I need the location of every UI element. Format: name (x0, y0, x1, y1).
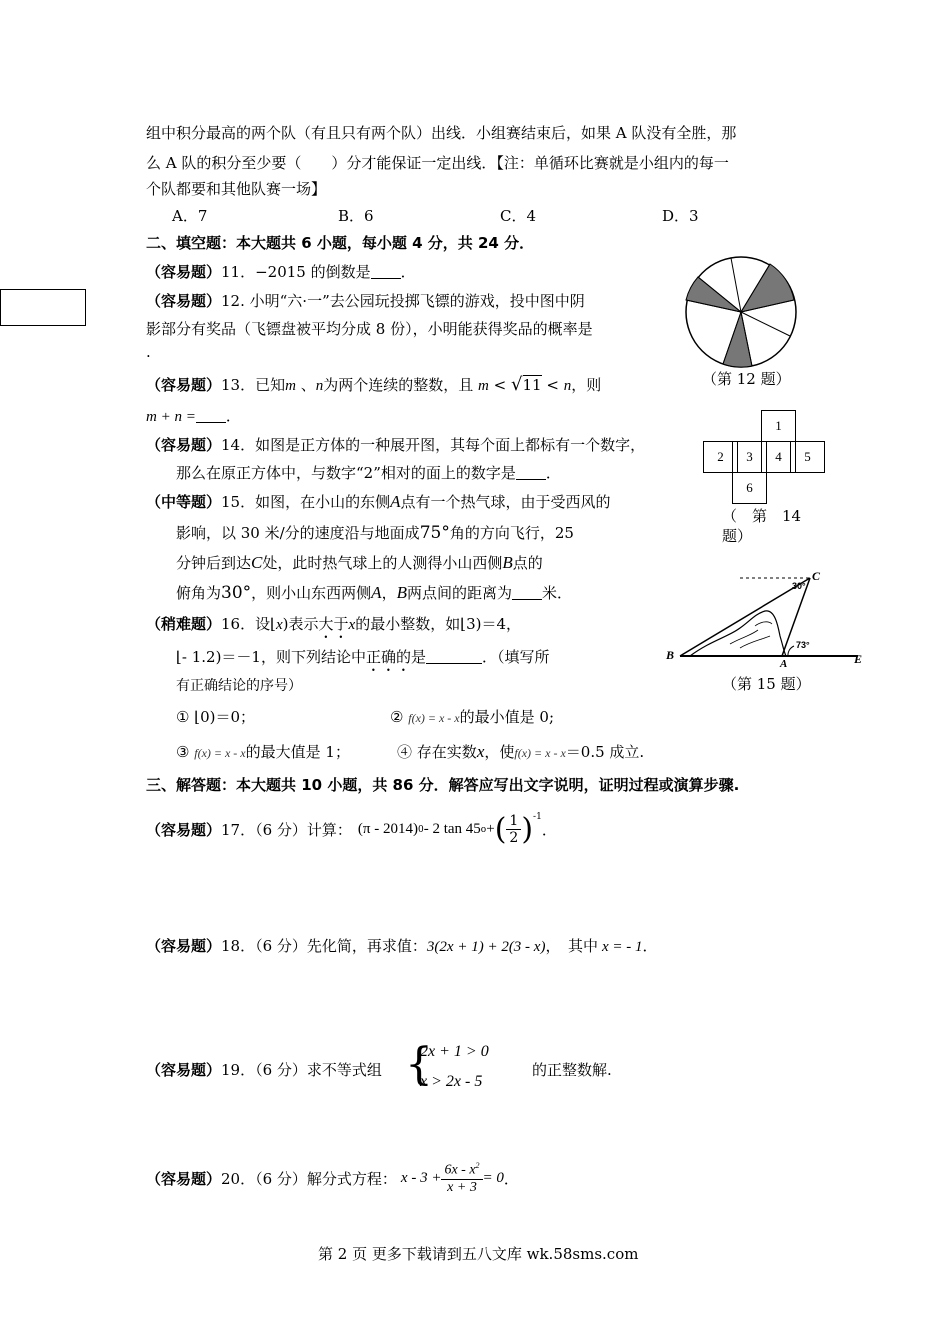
q19-ineq1: 2x + 1 > 0 (420, 1043, 489, 1060)
q17-num: 1 (506, 813, 521, 830)
q16-opt4-no: ④ (397, 743, 413, 761)
q16-opt4-a: 存在实数 (416, 743, 477, 761)
q10-option-c: C．4 (500, 207, 537, 225)
side-box (0, 289, 86, 326)
q16-opt3-end: 的最大值是 1； (245, 743, 350, 761)
q16-x1: x (348, 617, 356, 633)
q15-line1 (146, 491, 611, 512)
q20-num-exp: 2 (475, 1161, 480, 1170)
q19-left (146, 1059, 382, 1080)
q16-dotted2: 正确的 (365, 648, 411, 666)
q15-text3a: 分钟后到达 (176, 554, 252, 572)
q15-text1a: 15．如图，在小山的东侧 (221, 493, 391, 511)
q13-sep: 、 (300, 376, 316, 394)
cube-cell-1: 1 (761, 410, 796, 442)
q16-text1a: 16．设 (221, 615, 271, 633)
cube-cell-6: 6 (732, 472, 767, 504)
q18-end: ． (642, 937, 658, 955)
q15-blank (512, 585, 542, 600)
q16-level: （稍难题） (146, 615, 222, 633)
q17-expr-b: - 2 tan 45 (423, 821, 481, 837)
q13-blank (196, 408, 226, 423)
q16-opt2 (390, 706, 554, 727)
q13-line2 (146, 405, 241, 426)
q13-m: m (285, 378, 296, 394)
q15-angle1: 75° (419, 523, 450, 543)
q19-brace: { (405, 1039, 433, 1090)
fig-angle-73: 73° (796, 640, 810, 650)
q20-frac (441, 1161, 482, 1196)
q15-text1b: 点有一个热气球，由于受西风的 (400, 493, 611, 511)
fig-label-C: C (812, 569, 821, 583)
q16-text2c: ．（填写所 (482, 648, 550, 666)
q16-opt4-end: ＝0.5 成立. (565, 743, 645, 761)
q19-end: 的正整数解. (532, 1061, 612, 1079)
q14-blank (516, 465, 546, 480)
cube-cell-5: 5 (790, 441, 825, 473)
q17-exp-neg: -1 (533, 812, 542, 822)
q14-level: （容易题） (146, 436, 222, 454)
q19-text: 19．（6 分）求不等式组 (221, 1061, 382, 1079)
balloon-figure (660, 566, 863, 670)
q14-text1: 14．如图是正方体的一种展开图，其每个面上都标有一个数字， (221, 436, 646, 454)
q15-caption: （第 15 题） (722, 675, 811, 693)
q15-B2: B (396, 583, 407, 602)
q16-text2b: 是 (410, 648, 426, 666)
q15-text4e: 米． (541, 584, 572, 602)
q10-line2: 么 A 队的积分至少要（ ）分才能保证一定出线．【注：单循环比赛就是小组内的每一 (146, 154, 729, 172)
q10-option-b: B．6 (338, 207, 374, 225)
section2-title: 二、填空题：本大题共 6 小题，每小题 4 分，共 24 分． (146, 234, 535, 252)
q16-opt2-no: ② (390, 708, 404, 726)
q16-text1c: 的最小整数，如 (355, 615, 461, 633)
q20-den: x + 3 (447, 1179, 477, 1195)
cube-cell-2: 2 (703, 441, 738, 473)
q16-text2a: ＝－1，则下列结论中 (221, 648, 366, 666)
section3-title: 三、解答题：本大题共 10 小题，共 86 分．解答应写出文字说明，证明过程或演算步骤. (146, 776, 740, 794)
q15-text4c: ， (381, 584, 397, 602)
q16-line1: （稍难题）16．设⌊x)表示大于x的最小整数，如⌊3)＝4， (146, 615, 522, 633)
q15-text4a: 俯角为 (176, 584, 222, 602)
q12-line1 (146, 290, 585, 311)
q16-blank (426, 649, 482, 664)
q13-lt2: < (546, 376, 559, 394)
q16-opt4-b: ，使 (484, 743, 515, 761)
q10-line3: 个队都要和其他队赛一场】 (146, 180, 327, 198)
q12-level: （容易题） (146, 292, 222, 310)
cube-cell-4: 4 (761, 441, 796, 473)
q16-text1b: 表示 (288, 615, 319, 633)
q13-n: n (315, 378, 324, 394)
q13-sqrt-arg: 11 (522, 376, 542, 394)
q10-option-a: A．7 (172, 207, 208, 225)
q16-opt2-expr: f(x) = x - x (408, 711, 460, 725)
q16-text1d: ＝4， (481, 615, 522, 633)
q16-opt4-expr: f(x) = x - x (514, 746, 566, 760)
q15-text4b: ，则小山东西两侧 (251, 584, 372, 602)
q17-expr-a: (π - 2014) (357, 821, 418, 837)
q16-opt1-no: ① (176, 708, 190, 726)
q12-text1: 12. 小明“六·一”去公园玩投掷飞镖的游戏，投中图中阴 (221, 292, 585, 310)
q13-text-a: 13．已知 (221, 376, 286, 394)
q16-ex2: - 1.2 (181, 648, 216, 666)
q17-level: （容易题） (146, 821, 222, 839)
page-footer: 第 2 页 更多下载请到五八文库 wk.58sms.com (318, 1245, 639, 1263)
q13-text-c: ，则 (571, 376, 602, 394)
q20-num: 6x - x (444, 1162, 476, 1178)
q15-line2 (176, 522, 574, 543)
q13-line1: （容易题）13．已知m 、n为两个连续的整数，且 m < √11 < n，则 (146, 374, 602, 395)
q14-caption-a: （ 第 14 (722, 507, 802, 525)
q13-ineq-m: m (478, 378, 489, 394)
q13-lt1: < (493, 376, 507, 394)
q15-text2b: 角的方向飞行，25 (449, 524, 574, 542)
q14-caption-b: 题） (722, 527, 753, 545)
q14-end: ． (545, 464, 561, 482)
q16-opt1-end: ＝0； (215, 708, 256, 726)
q18-expr: 3(2x + 1) + 2(3 - x) (426, 939, 546, 955)
q11-text: 11．−2015 的倒数是 (221, 263, 371, 281)
q16-ex1: 3 (466, 615, 476, 633)
q17-text: 17．（6 分）计算： (221, 821, 352, 839)
q10-option-d: D．3 (662, 207, 699, 225)
q17-deg: o (480, 824, 487, 835)
q13-ineq-n: n (563, 378, 572, 394)
q18-cond: x = - 1 (601, 939, 643, 955)
q19-level: （容易题） (146, 1061, 222, 1079)
q15-text4d: 两点间的距离为 (406, 584, 512, 602)
q16-opt3-no: ③ (176, 743, 190, 761)
q16-opt4-x: x (476, 742, 485, 761)
q15-line4 (176, 582, 572, 603)
cube-cell-3: 3 (732, 441, 767, 473)
q13-level: （容易题） (146, 376, 222, 394)
q15-text3c: 点的 (512, 554, 543, 572)
q18-mid: ， 其中 (545, 937, 598, 955)
q16-line3: 有正确结论的序号） (176, 678, 302, 694)
q14-text2: 那么在原正方体中，与数字“2”相对的面上的数字是 (176, 464, 516, 482)
q15-A2: A (371, 583, 382, 602)
fig-label-E: E (854, 652, 863, 666)
q15-line3 (176, 552, 543, 573)
q17-expr-c: + (486, 821, 495, 837)
q17-exp0: 0 (417, 824, 424, 835)
q16-opt1: ① ⌊0)＝0； (176, 708, 256, 726)
q18-text: 18．（6 分）先化简，再求值： (221, 937, 427, 955)
q16-opt1-expr: 0 (200, 708, 210, 726)
q15-B: B (502, 553, 513, 572)
q20-expr-b: = 0 (482, 1169, 504, 1186)
q16-opt4 (397, 741, 644, 762)
q16-opt3-expr: f(x) = x - x (194, 746, 246, 760)
q15-text2a: 影响，以 30 米/分的速度沿与地面成 (176, 524, 420, 542)
q15-text3b: 处，此时热气球上的人测得小山西侧 (262, 554, 503, 572)
q16-dotted: 大于 (318, 615, 349, 633)
q16-opt3 (176, 741, 350, 762)
q14-line1 (146, 434, 645, 455)
q17: （容易题） 17．（6 分）计算： (π - 2014) 0 - 2 tan 45 o + ( $\frac{1}{2}$ ) $^{-1}$ ． (146, 812, 557, 847)
q17-frac (506, 813, 521, 846)
fig-angle-30: 30° (792, 581, 806, 591)
q20-level: （容易题） (146, 1169, 222, 1188)
dartboard-figure (683, 254, 799, 370)
q20-end: ． (503, 1169, 519, 1188)
q11-level: （容易题） (146, 263, 222, 281)
q11 (146, 261, 416, 282)
q20 (146, 1161, 519, 1196)
q17-den: 2 (509, 830, 519, 846)
q13-expr: m + n = (146, 409, 196, 425)
q17-end: ． (541, 821, 557, 839)
q15-A: A (390, 492, 401, 511)
q19-ineq2: x > 2x - 5 (420, 1073, 483, 1090)
q11-end: ． (400, 263, 416, 281)
q18-level: （容易题） (146, 937, 222, 955)
q20-expr-a: x - 3 + (400, 1169, 442, 1186)
fig-label-B: B (666, 648, 675, 662)
q13-end: ． (225, 407, 241, 425)
q15-level: （中等题） (146, 493, 222, 511)
fig-label-A: A (780, 658, 788, 670)
q15-angle2: 30° (221, 583, 252, 603)
q14-line2 (176, 462, 561, 483)
q16-line2: ⌊- 1.2)＝－1，则下列结论中正确的是 ．（填写所 (176, 648, 550, 666)
q20-text: 20．（6 分）解分式方程： (221, 1169, 397, 1188)
q10-line1: 组中积分最高的两个队（有且只有两个队）出线．小组赛结束后，如果 A 队没有全胜，那 (146, 124, 737, 142)
q12-caption: （第 12 题） (702, 370, 791, 388)
q16-opt2-end: 的最小值是 0; (459, 708, 555, 726)
q11-blank (371, 264, 401, 279)
q12-line3: . (146, 343, 151, 361)
q12-line2: 影部分有奖品（飞镖盘被平均分成 8 份），小明能获得奖品的概率是 (146, 320, 593, 338)
q18 (146, 935, 658, 956)
q13-text-b: 为两个连续的整数，且 (323, 376, 474, 394)
q15-C: C (251, 553, 263, 572)
q16-ceil-x: x (275, 617, 283, 633)
